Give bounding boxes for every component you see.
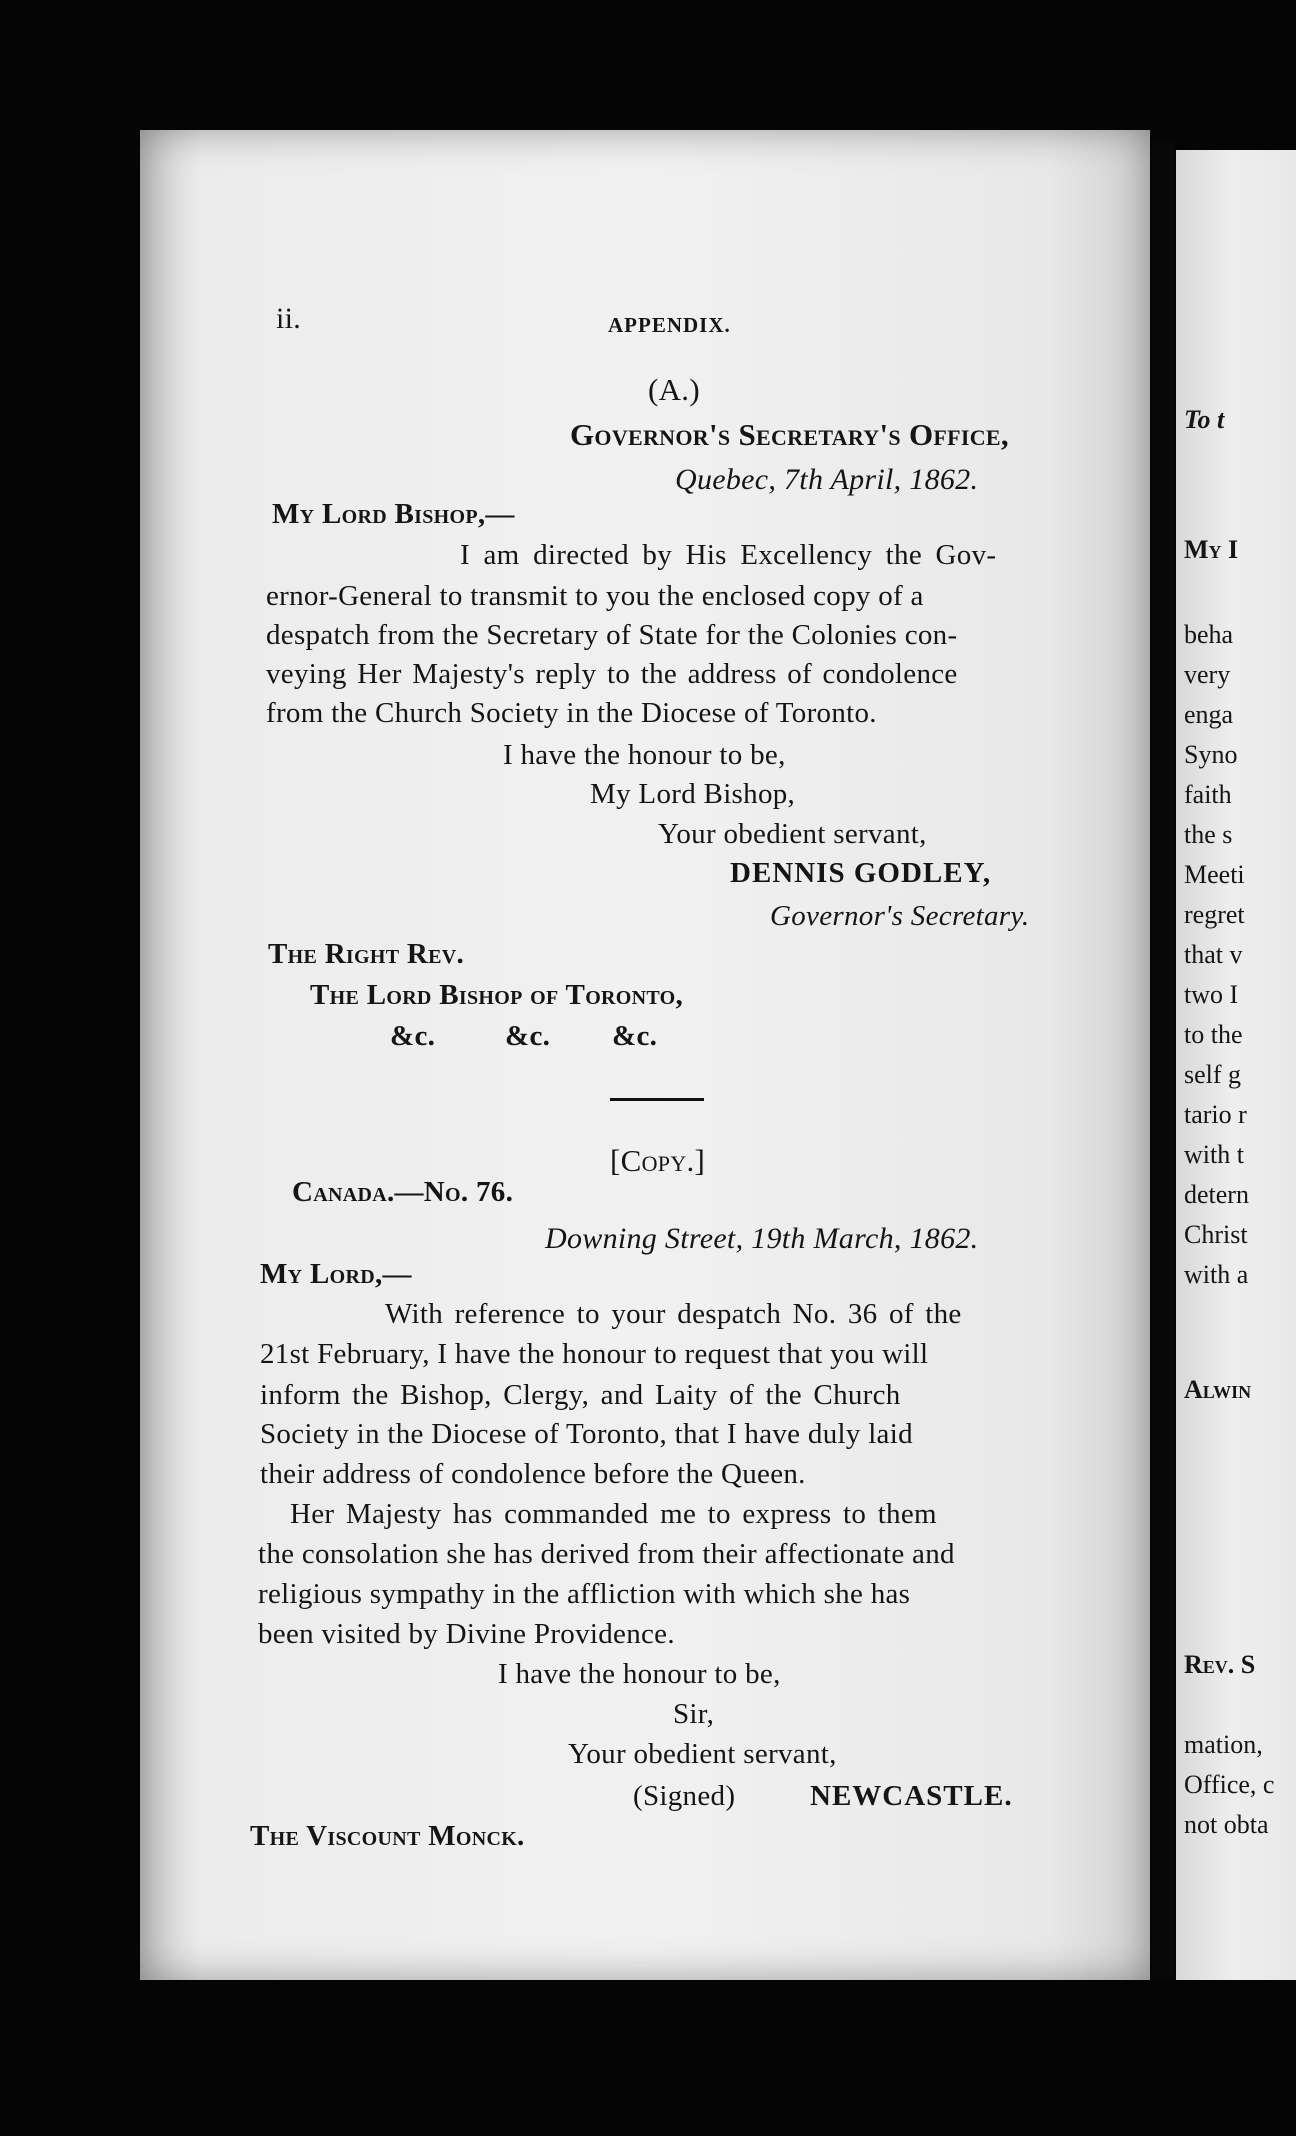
addressee: The Lord Bishop of Toronto,	[310, 979, 684, 1011]
section-label: (A.)	[648, 372, 700, 407]
fragment-line: the s	[1184, 820, 1233, 849]
closing-line: Sir,	[673, 1698, 715, 1730]
body-line: I am directed by His Excellency the Gov-	[460, 539, 997, 571]
fragment-line: mation,	[1184, 1730, 1263, 1759]
body-line: their address of condolence before the Queen.	[260, 1458, 806, 1490]
fragment-line: faith	[1184, 780, 1232, 809]
body-line: the consolation she has derived from their affectionate and	[258, 1538, 955, 1570]
fragment-line: not obta	[1184, 1810, 1269, 1839]
fragment-line: To t	[1184, 405, 1225, 434]
salutation: My Lord,—	[260, 1258, 412, 1290]
fragment-line: enga	[1184, 700, 1234, 729]
fragment-line: Meeti	[1184, 860, 1245, 889]
place-date: Downing Street, 19th March, 1862.	[545, 1222, 979, 1255]
signatory: DENNIS GODLEY,	[730, 857, 992, 889]
despatch-ref: Canada.—No. 76.	[292, 1176, 514, 1208]
fragment-line: Alwin	[1184, 1375, 1252, 1404]
document-page	[140, 130, 1150, 1980]
fragment-line: Rev. S	[1184, 1650, 1256, 1679]
fragment-line: very	[1184, 660, 1231, 689]
office-heading: Governor's Secretary's Office,	[570, 417, 1009, 452]
salutation: My Lord Bishop,—	[272, 498, 515, 530]
fragment-line: beha	[1184, 620, 1234, 649]
fragment-line: tario r	[1184, 1100, 1247, 1129]
body-line: Her Majesty has commanded me to express to them	[290, 1498, 937, 1530]
fragment-line: to the	[1184, 1020, 1243, 1049]
fragment-line: self g	[1184, 1060, 1242, 1089]
etc: &c.	[612, 1020, 658, 1052]
body-line: With reference to your despatch No. 36 of the	[385, 1298, 962, 1330]
fragment-line: that v	[1184, 940, 1243, 969]
fragment-line: with t	[1184, 1140, 1244, 1169]
body-line: veying Her Majesty's reply to the address of condolence	[266, 658, 958, 690]
body-line: religious sympathy in the affliction with which she has	[258, 1578, 911, 1610]
copy-label: [Copy.]	[610, 1143, 706, 1178]
fragment-line: regret	[1184, 900, 1245, 929]
place-date: Quebec, 7th April, 1862.	[675, 463, 979, 496]
body-line: inform the Bishop, Clergy, and Laity of the Church	[260, 1379, 901, 1411]
section-divider	[610, 1098, 704, 1101]
closing-line: My Lord Bishop,	[590, 778, 796, 810]
body-line: Society in the Diocese of Toronto, that I have duly laid	[260, 1418, 913, 1450]
fragment-line: Christ	[1184, 1220, 1248, 1249]
page-number: ii.	[276, 302, 302, 335]
fragment-line: with a	[1184, 1260, 1249, 1289]
body-line: 21st February, I have the honour to request that you will	[260, 1338, 929, 1370]
body-line: ernor-General to transmit to you the enclosed copy of a	[266, 580, 924, 612]
fragment-line: two I	[1184, 980, 1239, 1009]
closing-line: I have the honour to be,	[498, 1658, 781, 1690]
body-line: been visited by Divine Providence.	[258, 1618, 675, 1650]
fragment-line: Syno	[1184, 740, 1238, 769]
signatory-title: Governor's Secretary.	[770, 900, 1030, 932]
fragment-line: Office, c	[1184, 1770, 1275, 1799]
etc: &c.	[505, 1020, 551, 1052]
closing-line: Your obedient servant,	[658, 818, 927, 850]
facing-page-fragment	[1176, 150, 1296, 1980]
signed-label: (Signed)	[633, 1780, 736, 1812]
etc: &c.	[390, 1020, 436, 1052]
body-line: despatch from the Secretary of State for the Colonies con-	[266, 619, 958, 651]
fragment-line: detern	[1184, 1180, 1249, 1209]
running-title: APPENDIX.	[608, 313, 731, 337]
addressee: The Right Rev.	[268, 938, 465, 970]
fragment-line: My I	[1184, 535, 1239, 564]
body-line: from the Church Society in the Diocese of Toronto.	[266, 697, 877, 729]
book-gutter	[1152, 140, 1174, 1980]
closing-line: Your obedient servant,	[568, 1738, 837, 1770]
signatory: NEWCASTLE.	[810, 1780, 1013, 1812]
closing-line: I have the honour to be,	[503, 739, 786, 771]
addressee: The Viscount Monck.	[250, 1820, 525, 1852]
